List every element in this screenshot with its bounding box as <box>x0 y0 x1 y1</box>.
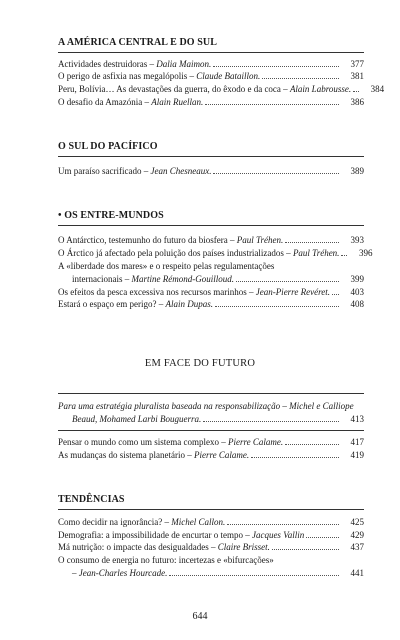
toc-entry: Demografia: a impossibilidade de encurtar o tempo – Jacques Vallin 429 <box>58 530 364 540</box>
page-ref: 425 <box>350 517 364 527</box>
page-ref: 417 <box>350 437 364 447</box>
toc-entry: As mudanças do sistema planetário – Pierre Calame. 419 <box>58 450 364 460</box>
toc-entry: O perigo de asfixia nas megalópolis – Claude Bataillon. 381 <box>58 71 364 81</box>
section-rule <box>58 393 364 394</box>
section-rule <box>58 52 364 53</box>
toc-entry: O Antárctico, testemunho do futuro da biosfera – Paul Tréhen. 393 <box>58 235 364 245</box>
section-rule <box>58 430 364 431</box>
toc-entry: Como decidir na ignorância? – Michel Callon. 425 <box>58 517 364 527</box>
page-ref: 384 <box>370 84 385 94</box>
page-ref: 403 <box>350 287 364 297</box>
page-ref: 386 <box>350 97 364 107</box>
toc-entry: Má nutrição: o impacte das desigualdades – Claire Brisset. 437 <box>58 542 364 552</box>
page-ref: 419 <box>350 450 364 460</box>
toc-entry: O desafio da Amazónia – Alain Ruellan. 386 <box>58 97 364 107</box>
section-rule <box>58 156 364 157</box>
page-ref: 408 <box>350 299 364 309</box>
section-heading-america: A AMÉRICA CENTRAL E DO SUL <box>58 37 218 48</box>
toc-entry: Os efeitos da pesca excessiva nos recursos marinhos – Jean-Pierre Revéret. 403 <box>58 287 364 297</box>
page-ref: 413 <box>350 414 364 424</box>
toc-entry: A «liberdade dos mares» e o respeito pelas regulamentações internacionais – Martine Rémond-Gouilloud. 399 <box>58 261 364 284</box>
toc-entry: Estará o espaço em perigo? – Alain Dupas. 408 <box>58 299 364 309</box>
toc-entry: Um paraíso sacrificado – Jean Chesneaux. 389 <box>58 166 364 176</box>
page-ref: 399 <box>350 274 364 284</box>
page-ref: 381 <box>350 71 364 81</box>
page-ref: 429 <box>350 530 364 540</box>
toc-entry: Para uma estratégia pluralista baseada na responsabilização – Michel e Calliope Beaud, Mohamed Larbi Bouguerra. 413 <box>58 401 364 424</box>
page-ref: 441 <box>350 568 364 578</box>
section-rule <box>58 509 364 510</box>
section-heading-tendencias: TENDÊNCIAS <box>58 494 125 505</box>
page-ref: 393 <box>350 235 364 245</box>
toc-entry: Pensar o mundo como um sistema complexo – Pierre Calame. 417 <box>58 437 364 447</box>
page-ref: 396 <box>358 248 373 258</box>
toc-entry: Peru, Bolívia… As devastações da guerra, do êxodo e da coca – Alain Labrousse. 384 <box>58 84 385 94</box>
section-heading-entre-mundos: • OS ENTRE-MUNDOS <box>58 210 164 221</box>
page-ref: 389 <box>350 166 364 176</box>
section-heading-pacifico: O SUL DO PACÍFICO <box>58 141 158 152</box>
section-rule <box>58 225 364 226</box>
toc-entry: Actividades destruidoras – Dalia Maimon. 377 <box>58 59 364 69</box>
toc-entry: O consumo de energia no futuro: incertezas e «bifurcações» – Jean-Charles Hourcade. 441 <box>58 555 364 578</box>
part-title: EM FACE DO FUTURO <box>144 358 256 369</box>
page-ref: 377 <box>350 59 364 69</box>
toc-entry: O Árctico já afectado pela poluição dos países industrializados – Paul Tréhen. 396 <box>58 248 373 258</box>
page-number: 644 <box>192 611 208 622</box>
page-ref: 437 <box>350 542 364 552</box>
